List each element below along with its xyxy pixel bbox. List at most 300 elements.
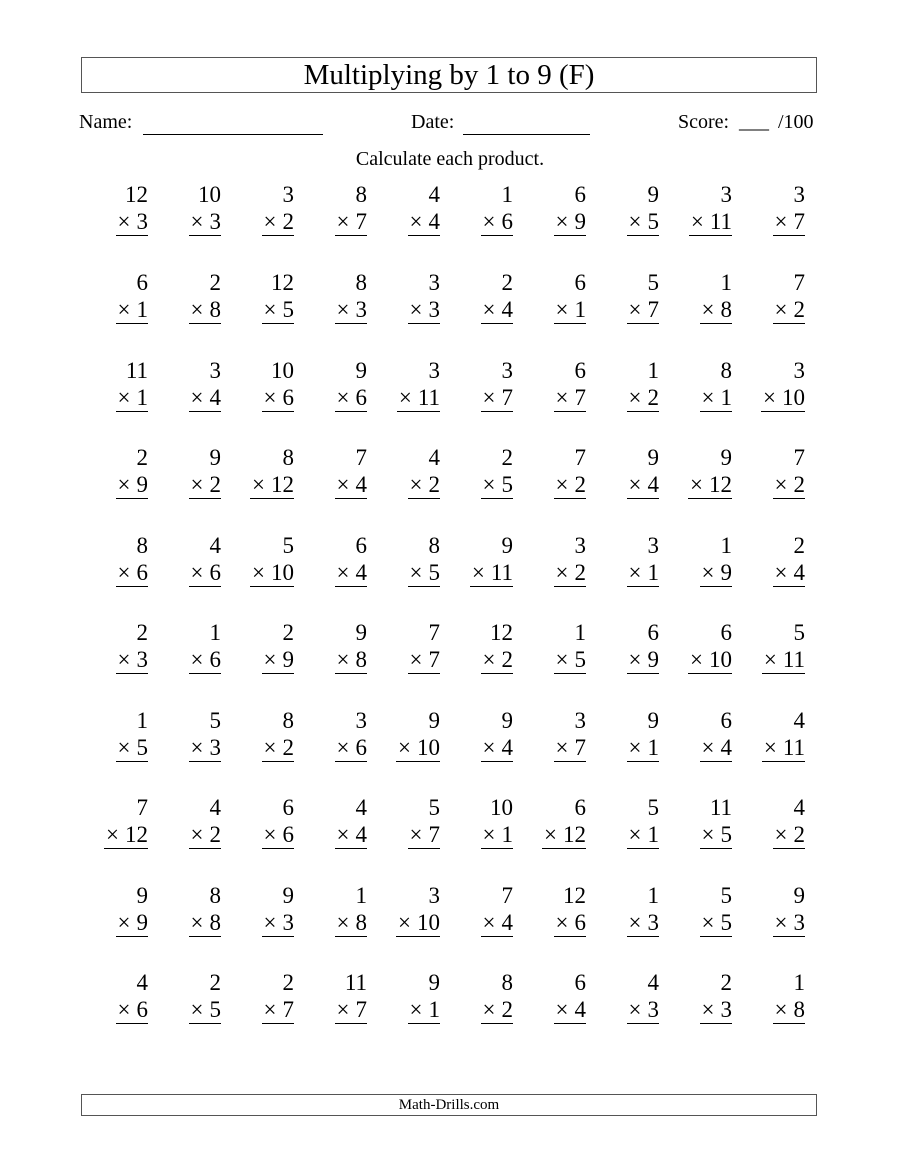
multiplier: 8	[720, 297, 732, 322]
problem	[230, 268, 294, 328]
multiplicand: 4	[793, 795, 805, 820]
multiplier-line	[627, 386, 659, 412]
multiplier: 4	[209, 385, 221, 410]
multiplier-line	[554, 298, 586, 324]
times-sign: ×	[482, 735, 496, 760]
multiplier: 8	[209, 910, 221, 935]
multiplicand: 11	[709, 795, 732, 820]
multiplier-line	[554, 473, 586, 499]
multiplicand: 6	[720, 708, 732, 733]
times-sign: ×	[628, 297, 642, 322]
multiplier: 12	[271, 472, 294, 497]
times-sign: ×	[555, 209, 569, 234]
times-sign: ×	[701, 735, 715, 760]
times-sign: ×	[336, 472, 350, 497]
times-sign: ×	[482, 297, 496, 322]
multiplier: 6	[282, 822, 294, 847]
multiplicand: 10	[271, 358, 294, 383]
multiplier-line	[189, 298, 221, 324]
problem	[449, 443, 513, 503]
multiplier-line	[262, 648, 294, 674]
problem	[157, 268, 221, 328]
times-sign: ×	[482, 209, 496, 234]
multiplier-line	[104, 823, 148, 849]
problem	[303, 706, 367, 766]
multiplier-line	[773, 561, 805, 587]
problem	[522, 793, 586, 853]
date-label: Date:	[411, 111, 455, 133]
problem	[376, 531, 440, 591]
problem	[522, 356, 586, 416]
info-row	[0, 111, 900, 139]
times-sign: ×	[628, 385, 642, 410]
multiplier: 4	[501, 910, 513, 935]
multiplier: 7	[647, 297, 659, 322]
times-sign: ×	[117, 560, 131, 585]
problem	[449, 793, 513, 853]
multiplicand: 4	[647, 970, 659, 995]
worksheet-title	[81, 57, 817, 93]
times-sign: ×	[263, 647, 277, 672]
times-sign: ×	[555, 910, 569, 935]
problem	[230, 618, 294, 678]
times-sign: ×	[690, 472, 703, 497]
problem	[376, 268, 440, 328]
multiplicand: 5	[793, 620, 805, 645]
multiplicand: 6	[720, 620, 732, 645]
problem	[376, 881, 440, 941]
problem	[668, 356, 732, 416]
multiplier-line	[773, 911, 805, 937]
name-field[interactable]	[143, 134, 323, 135]
problem	[668, 268, 732, 328]
times-sign: ×	[252, 560, 265, 585]
multiplicand: 8	[282, 708, 294, 733]
problem	[668, 531, 732, 591]
times-sign: ×	[190, 297, 204, 322]
multiplicand: 9	[501, 533, 513, 558]
times-sign: ×	[763, 735, 777, 760]
times-sign: ×	[190, 647, 204, 672]
problem	[303, 356, 367, 416]
multiplicand: 8	[428, 533, 440, 558]
multiplier-line	[627, 561, 659, 587]
multiplier-line	[408, 998, 440, 1024]
score-label: Score:	[678, 111, 730, 133]
multiplier-line	[189, 210, 221, 236]
problem	[595, 618, 659, 678]
multiplier-line	[189, 998, 221, 1024]
multiplier-line	[116, 473, 148, 499]
multiplicand: 1	[355, 883, 367, 908]
multiplicand: 9	[501, 708, 513, 733]
problem	[449, 968, 513, 1028]
multiplicand: 1	[720, 533, 732, 558]
multiplier: 11	[417, 385, 440, 410]
multiplier-line	[396, 736, 440, 762]
multiplier-line	[762, 736, 805, 762]
multiplier-line	[481, 386, 513, 412]
multiplier: 6	[355, 735, 367, 760]
multiplier-line	[481, 210, 513, 236]
multiplier-line	[189, 648, 221, 674]
multiplier: 11	[709, 209, 732, 234]
multiplicand: 4	[209, 533, 221, 558]
multiplicand: 7	[355, 445, 367, 470]
times-sign: ×	[555, 735, 569, 760]
problem	[84, 180, 148, 240]
multiplier: 2	[282, 209, 294, 234]
multiplier: 7	[574, 385, 586, 410]
problem	[157, 968, 221, 1028]
problem	[668, 793, 732, 853]
problem	[303, 618, 367, 678]
problem	[741, 443, 805, 503]
multiplier-line	[700, 911, 732, 937]
multiplicand: 8	[355, 182, 367, 207]
multiplier-line	[627, 823, 659, 849]
multiplier: 4	[355, 822, 367, 847]
multiplier-line	[335, 736, 367, 762]
problem	[84, 706, 148, 766]
multiplier-line	[116, 298, 148, 324]
problem-grid	[0, 180, 900, 1060]
multiplier: 1	[574, 297, 586, 322]
multiplicand: 9	[720, 445, 732, 470]
multiplier: 2	[574, 472, 586, 497]
multiplicand: 6	[574, 795, 586, 820]
multiplicand: 2	[136, 620, 148, 645]
multiplier: 10	[417, 735, 440, 760]
multiplicand: 8	[501, 970, 513, 995]
problem	[84, 268, 148, 328]
multiplier: 4	[720, 735, 732, 760]
times-sign: ×	[774, 997, 788, 1022]
problem	[741, 706, 805, 766]
times-sign: ×	[701, 560, 715, 585]
multiplier-line	[116, 998, 148, 1024]
multiplier: 5	[282, 297, 294, 322]
problem	[84, 793, 148, 853]
times-sign: ×	[117, 997, 131, 1022]
multiplicand: 3	[574, 533, 586, 558]
multiplier-line	[688, 648, 732, 674]
times-sign: ×	[263, 822, 277, 847]
multiplicand: 7	[793, 270, 805, 295]
times-sign: ×	[409, 997, 423, 1022]
problem	[230, 531, 294, 591]
times-sign: ×	[190, 560, 204, 585]
multiplier-line	[408, 473, 440, 499]
multiplier-line	[335, 386, 367, 412]
multiplier-line	[250, 473, 294, 499]
multiplier-line	[262, 386, 294, 412]
problem	[668, 706, 732, 766]
problem	[741, 180, 805, 240]
multiplicand: 8	[136, 533, 148, 558]
multiplicand: 1	[647, 883, 659, 908]
multiplicand: 8	[355, 270, 367, 295]
multiplier: 4	[793, 560, 805, 585]
times-sign: ×	[409, 209, 423, 234]
times-sign: ×	[628, 910, 642, 935]
multiplicand: 3	[720, 182, 732, 207]
multiplier: 6	[136, 560, 148, 585]
multiplier-line	[773, 998, 805, 1024]
multiplier: 2	[574, 560, 586, 585]
multiplier: 7	[282, 997, 294, 1022]
problem	[522, 706, 586, 766]
multiplier: 2	[209, 822, 221, 847]
multiplier: 6	[209, 647, 221, 672]
multiplicand: 7	[574, 445, 586, 470]
problem	[522, 618, 586, 678]
multiplier: 3	[428, 297, 440, 322]
multiplier-line	[335, 998, 367, 1024]
multiplier-line	[627, 298, 659, 324]
multiplier-line	[627, 998, 659, 1024]
problem	[522, 180, 586, 240]
problem	[449, 531, 513, 591]
multiplicand: 9	[282, 883, 294, 908]
problem	[595, 180, 659, 240]
problem	[741, 618, 805, 678]
times-sign: ×	[117, 472, 131, 497]
times-sign: ×	[628, 472, 642, 497]
problem	[230, 881, 294, 941]
multiplicand: 9	[428, 708, 440, 733]
multiplier-line	[189, 473, 221, 499]
problem	[84, 531, 148, 591]
problem	[376, 180, 440, 240]
multiplier-line	[335, 473, 367, 499]
times-sign: ×	[701, 297, 715, 322]
multiplier-line	[773, 210, 805, 236]
multiplicand: 11	[344, 970, 367, 995]
multiplier: 9	[647, 647, 659, 672]
times-sign: ×	[190, 997, 204, 1022]
times-sign: ×	[117, 735, 131, 760]
problem	[230, 356, 294, 416]
multiplicand: 9	[355, 358, 367, 383]
multiplicand: 5	[282, 533, 294, 558]
multiplier: 9	[136, 472, 148, 497]
times-sign: ×	[106, 822, 119, 847]
times-sign: ×	[482, 472, 496, 497]
problem	[668, 881, 732, 941]
problem	[84, 618, 148, 678]
multiplier: 2	[282, 735, 294, 760]
times-sign: ×	[471, 560, 485, 585]
multiplier: 1	[647, 560, 659, 585]
multiplier-line	[689, 210, 732, 236]
times-sign: ×	[701, 997, 715, 1022]
multiplier: 7	[355, 997, 367, 1022]
problem	[84, 443, 148, 503]
times-sign: ×	[263, 209, 277, 234]
multiplicand: 1	[647, 358, 659, 383]
problem	[303, 531, 367, 591]
multiplier-line	[250, 561, 294, 587]
times-sign: ×	[409, 297, 423, 322]
multiplier-line	[335, 648, 367, 674]
problem	[741, 793, 805, 853]
multiplier-line	[116, 386, 148, 412]
multiplier-line	[262, 298, 294, 324]
times-sign: ×	[117, 209, 131, 234]
multiplier: 2	[501, 647, 513, 672]
multiplier-line	[262, 998, 294, 1024]
instructions: Calculate each product.	[355, 148, 545, 170]
multiplier: 9	[282, 647, 294, 672]
multiplier: 5	[136, 735, 148, 760]
multiplicand: 4	[209, 795, 221, 820]
multiplier: 10	[271, 560, 294, 585]
times-sign: ×	[628, 647, 642, 672]
multiplier-line	[481, 298, 513, 324]
times-sign: ×	[482, 822, 496, 847]
problem	[230, 793, 294, 853]
multiplier: 3	[136, 209, 148, 234]
times-sign: ×	[774, 822, 788, 847]
times-sign: ×	[701, 910, 715, 935]
times-sign: ×	[190, 209, 204, 234]
problem	[449, 180, 513, 240]
multiplier: 6	[282, 385, 294, 410]
multiplier: 2	[428, 472, 440, 497]
multiplier-line	[481, 736, 513, 762]
multiplier: 1	[647, 822, 659, 847]
multiplicand: 3	[793, 182, 805, 207]
multiplier: 2	[209, 472, 221, 497]
problem	[668, 968, 732, 1028]
multiplier: 5	[720, 910, 732, 935]
problem	[449, 706, 513, 766]
problem	[595, 968, 659, 1028]
multiplier-line	[627, 648, 659, 674]
multiplier: 12	[563, 822, 586, 847]
multiplicand: 9	[355, 620, 367, 645]
multiplicand: 3	[428, 883, 440, 908]
problem	[741, 881, 805, 941]
times-sign: ×	[117, 297, 131, 322]
multiplier: 3	[647, 997, 659, 1022]
times-sign: ×	[263, 297, 277, 322]
multiplier: 2	[501, 997, 513, 1022]
problem	[522, 268, 586, 328]
multiplicand: 9	[136, 883, 148, 908]
multiplier-line	[116, 736, 148, 762]
problem	[522, 968, 586, 1028]
multiplicand: 6	[574, 970, 586, 995]
multiplier: 8	[209, 297, 221, 322]
multiplier: 4	[574, 997, 586, 1022]
problem	[522, 881, 586, 941]
problem	[595, 443, 659, 503]
multiplier: 6	[501, 209, 513, 234]
multiplicand: 6	[574, 358, 586, 383]
problem	[595, 706, 659, 766]
multiplier-line	[481, 473, 513, 499]
multiplicand: 12	[563, 883, 586, 908]
multiplicand: 5	[720, 883, 732, 908]
problem	[157, 180, 221, 240]
problem	[595, 793, 659, 853]
times-sign: ×	[774, 472, 788, 497]
problem	[741, 531, 805, 591]
problem	[376, 706, 440, 766]
multiplier: 8	[355, 647, 367, 672]
multiplicand: 7	[136, 795, 148, 820]
multiplier-line	[554, 386, 586, 412]
multiplicand: 2	[282, 620, 294, 645]
multiplicand: 3	[793, 358, 805, 383]
multiplier-line	[542, 823, 586, 849]
multiplicand: 6	[574, 182, 586, 207]
multiplier-line	[688, 473, 732, 499]
times-sign: ×	[409, 472, 423, 497]
multiplicand: 7	[428, 620, 440, 645]
multiplier: 4	[355, 472, 367, 497]
multiplier: 3	[720, 997, 732, 1022]
times-sign: ×	[774, 560, 788, 585]
multiplier: 3	[793, 910, 805, 935]
multiplier-line	[262, 823, 294, 849]
multiplier-line	[262, 911, 294, 937]
multiplier: 4	[501, 297, 513, 322]
multiplier-line	[335, 298, 367, 324]
times-sign: ×	[555, 472, 569, 497]
multiplier: 6	[209, 560, 221, 585]
multiplicand: 9	[428, 970, 440, 995]
times-sign: ×	[336, 209, 350, 234]
multiplicand: 5	[647, 795, 659, 820]
date-field[interactable]	[463, 134, 590, 135]
multiplicand: 3	[428, 270, 440, 295]
multiplicand: 7	[793, 445, 805, 470]
problem	[668, 180, 732, 240]
multiplicand: 8	[720, 358, 732, 383]
times-sign: ×	[555, 385, 569, 410]
problem	[230, 706, 294, 766]
times-sign: ×	[263, 997, 277, 1022]
multiplier-line	[700, 736, 732, 762]
multiplicand: 6	[136, 270, 148, 295]
times-sign: ×	[763, 647, 777, 672]
times-sign: ×	[409, 647, 423, 672]
times-sign: ×	[336, 997, 350, 1022]
problem	[84, 356, 148, 416]
score-blank[interactable]: ___	[739, 111, 769, 133]
times-sign: ×	[628, 735, 642, 760]
multiplicand: 8	[209, 883, 221, 908]
multiplier: 1	[720, 385, 732, 410]
multiplicand: 12	[271, 270, 294, 295]
times-sign: ×	[336, 560, 350, 585]
multiplicand: 1	[209, 620, 221, 645]
multiplicand: 5	[209, 708, 221, 733]
multiplier-line	[761, 386, 805, 412]
multiplier-line	[481, 911, 513, 937]
multiplicand: 12	[490, 620, 513, 645]
problem	[376, 443, 440, 503]
multiplier: 7	[574, 735, 586, 760]
multiplier: 4	[355, 560, 367, 585]
multiplier-line	[262, 210, 294, 236]
multiplicand: 10	[198, 182, 221, 207]
footer	[81, 1094, 817, 1116]
times-sign: ×	[263, 910, 277, 935]
